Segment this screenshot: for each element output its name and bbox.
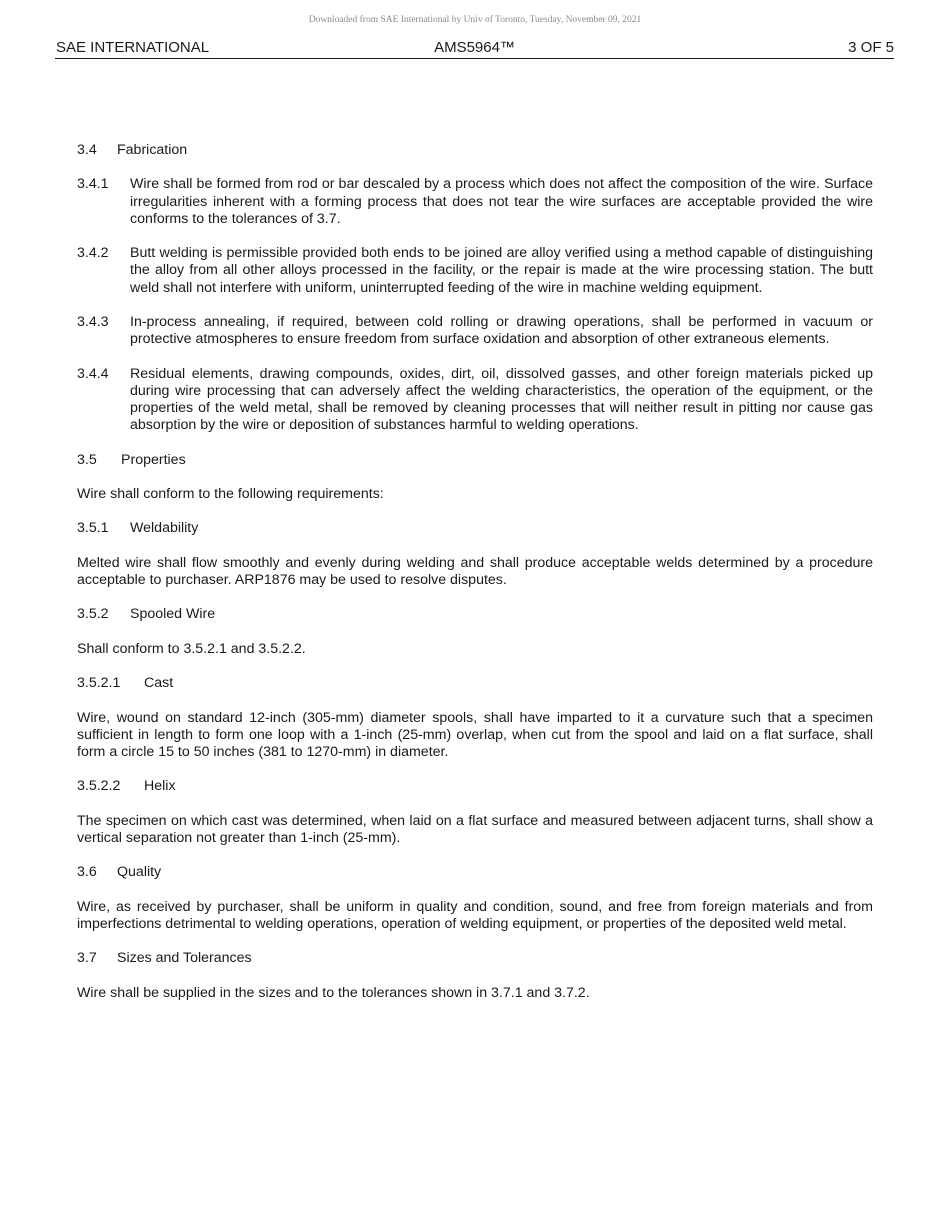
section-text: Melted wire shall flow smoothly and evenly during welding and shall produce acceptable welds determined by a procedure acceptable to purchaser. ARP1876 may be used to resolve disputes.	[77, 554, 873, 588]
clause-3-4-4	[77, 366, 873, 435]
clause-text: In-process annealing, if required, between cold rolling or drawing operations, shall be performed in vacuum or protective atmospheres to ensure freedom from surface oxidation and absorption of other extraneous elements.	[130, 313, 873, 348]
section-heading-3-5-2	[77, 606, 873, 623]
clause-text: Wire shall be formed from rod or bar descaled by a process which does not affect the composition of the wire. Surface irregularities inherent with a forming process that does not tear the wire surfaces are acceptable provided the wire conforms to the tolerances of 3.7.	[130, 176, 873, 227]
section-title: Sizes and Tolerances	[117, 950, 252, 967]
clause-text: Butt welding is permissible provided both ends to be joined are alloy verified using a method capable of distinguishing the alloy from all other alloys processed in the facility, or the repair is made at the wire processing station. The butt weld shall not interfere with uniform, uninterrupted feeding of the wire in machine welding equipment.	[130, 245, 873, 296]
section-title: Properties	[121, 451, 186, 468]
section-title: Fabrication	[117, 142, 188, 158]
header-organization: SAE INTERNATIONAL	[56, 39, 210, 56]
section-text: Shall conform to 3.5.2.1 and 3.5.2.2.	[77, 640, 306, 657]
section-number: 3.5.1	[77, 520, 109, 537]
section-text: Wire, wound on standard 12-inch (305-mm) diameter spools, shall have imparted to it a curvature such that a specimen sufficient in length to form one loop with a 1-inch (25-mm) overlap, when cut from the spool and laid on a flat surface, shall form a circle 15 to 50 inches (381 to 1270-mm) in diameter.	[77, 709, 873, 760]
header-document-id: AMS5964™	[434, 39, 515, 56]
clause-number: 3.4.4	[77, 365, 109, 382]
section-title: Weldability	[130, 520, 199, 537]
section-heading-3-6	[77, 864, 873, 881]
clause-number: 3.4.2	[77, 245, 109, 262]
clause-number: 3.4.1	[77, 176, 109, 193]
section-number: 3.7	[77, 950, 97, 967]
clause-3-4-2	[77, 245, 873, 297]
section-title: Quality	[117, 864, 162, 881]
section-text: The specimen on which cast was determined, when laid on a flat surface and measured between adjacent turns, shall show a vertical separation not greater than 1-inch (25-mm).	[77, 812, 873, 846]
clause-3-4-3	[77, 314, 873, 348]
running-header	[55, 38, 894, 59]
section-text: Wire shall be supplied in the sizes and to the tolerances shown in 3.7.1 and 3.7.2.	[77, 984, 590, 1001]
clause-text: Residual elements, drawing compounds, oxides, dirt, oil, dissolved gasses, and other foreign materials picked up during wire processing that can adversely affect the welding characteristics, the operation of the equipment, or the properties of the weld metal, shall be removed by cleaning processes that will neither result in pitting nor cause gas absorption by the wire or deposition of substances harmful to welding operations.	[130, 365, 873, 434]
section-number: 3.4	[77, 142, 97, 158]
section-title: Helix	[144, 778, 176, 795]
section-text: Wire, as received by purchaser, shall be uniform in quality and condition, sound, and free from foreign materials and from imperfections detrimental to welding operations, operation of welding equipment, or properties of the deposited weld metal.	[77, 898, 873, 932]
section-number: 3.5.2.1	[77, 675, 121, 692]
section-text: Wire shall conform to the following requirements:	[77, 485, 384, 502]
section-heading-3-5-2-2	[77, 778, 873, 795]
download-watermark: Downloaded from SAE International by Univ of Toronto, Tuesday, November 09, 2021	[308, 15, 642, 25]
section-title: Cast	[144, 675, 174, 692]
section-number: 3.6	[77, 864, 97, 881]
section-heading-3-5	[77, 452, 873, 469]
document-body	[77, 142, 873, 1002]
section-number: 3.5.2	[77, 606, 109, 623]
clause-3-4-1	[77, 176, 873, 228]
section-title: Spooled Wire	[130, 606, 216, 623]
section-heading-3-4	[77, 142, 873, 159]
section-number: 3.5	[77, 451, 97, 468]
clause-number: 3.4.3	[77, 313, 109, 330]
section-heading-3-5-2-1	[77, 675, 873, 692]
section-heading-3-5-1	[77, 520, 873, 537]
header-page-number: 3 OF 5	[848, 39, 894, 56]
section-heading-3-7	[77, 950, 873, 967]
section-number: 3.5.2.2	[77, 778, 121, 795]
